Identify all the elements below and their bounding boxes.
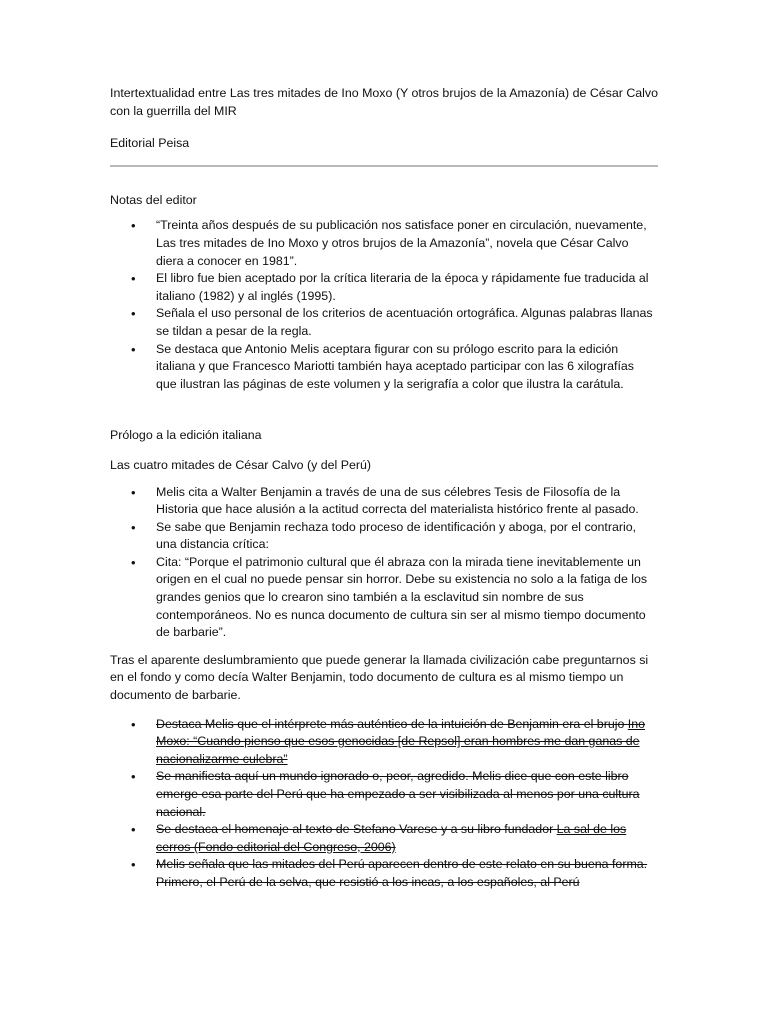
prologue-list [110,484,658,642]
list-item-text: Se destaca el homenaje al texto de Stefano Varese y a su libro fundador [156,822,557,837]
list-item [110,768,658,821]
list-item-text: Destaca Melis que el intérprete más auténtico de la intuición de Benjamin era el brujo [156,716,628,731]
list-item-text: “Treinta años después de su publicación nos satisface poner en circulación, nuevamente, Las tres mitades de Ino Moxo y otros brujos de la Amazonía”, novela que César Calvo diera a conocer en 1981”. [156,218,647,268]
list-item [110,554,658,642]
bullet-icon: • [131,822,136,838]
list-item [110,716,658,769]
body-paragraph: Tras el aparente deslumbramiento que puede generar la llamada civilización cabe preguntarnos si en el fondo y como decía Walter Benjamin, todo documento de cultura es al mismo tiempo un documento de barbarie. [110,652,649,703]
list-item-text: Se sabe que Benjamin rechaza todo proceso de identificación y aboga, por el contrario, una distancia crítica: [156,519,637,552]
bullet-icon: • [131,857,136,873]
document-title: Intertextualidad entre Las tres mitades de Ino Moxo (Y otros brujos de la Amazonía) de César Calvo con la guerrilla del MIR [110,86,659,118]
list-item [110,341,658,394]
list-item-text: Melis cita a Walter Benjamin a través de una de sus célebres Tesis de Filosofía de la Historia que hace alusión a la actitud correcta del materialista histórico frente al pasado. [156,484,639,517]
list-item [110,519,658,554]
bullet-icon: • [131,769,136,785]
bullet-icon: • [131,341,136,357]
notes-heading: Notas del editor [110,192,197,207]
list-item-text: Se destaca que Antonio Melis aceptara figurar con su prólogo escrito para la edición italiana y que Francesco Mariotti también haya aceptado participar con las 6 xilografías que ilustran las páginas de este volumen y la serigrafía a color que ilustra la carátula. [156,341,634,391]
horizontal-divider [110,165,658,167]
list-item [110,821,658,856]
bullet-icon: • [131,716,136,732]
list-item-text: Melis señala que las mitades del Perú aparecen dentro de este relato en su buena forma. Primero, el Perú de la selva, que resistió a los incas, a los españoles, al Perú [156,857,648,889]
underlined-quote: Ino Moxo: “Cuando pienso que esos genocidas [de Repsol] eran hombres me dan ganas de nacionalizarme culebra” [156,716,646,766]
list-item [110,856,658,891]
list-item [110,217,658,270]
list-item-text: Señala el uso personal de los criterios de acentuación ortográfica. Algunas palabras llanas se tildan a pesar de la regla. [156,306,653,338]
underlined-book-title: La sal de los cerros (Fondo editorial del Congreso, 2006) [156,822,627,854]
list-item-text: Se manifiesta aquí un mundo ignorado o, peor, agredido. Melis dice que con este libro emerge esa parte del Perú que ha empezado a ser visibilizada al menos por una cultura nacional. [156,769,640,819]
list-item [110,305,658,340]
bullet-icon: • [131,306,136,322]
bullet-icon: • [131,484,136,500]
bullet-icon: • [131,519,136,535]
list-item-text: Cita: “Porque el patrimonio cultural que él abraza con la mirada tiene inevitablemente un origen en el cual no puede pensar sin horror. Debe su existencia no solo a la fatiga de los grandes genios que lo crearon sino también a la esclavitud sin nombre de sus contemporáneos. No es nunca documento de cultura sin ser al mismo tiempo documento de barbarie”. [156,554,648,640]
bullet-icon: • [131,271,136,287]
struck-list [110,716,658,892]
bullet-icon: • [131,218,136,234]
list-item [110,270,658,305]
list-item [110,484,658,519]
bullet-icon: • [131,554,136,570]
prologue-subheading: Las cuatro mitades de César Calvo (y del Perú) [110,457,372,472]
list-item-text: El libro fue bien aceptado por la crítica literaria de la época y rápidamente fue traducida al italiano (1982) y al inglés (1995). [156,271,649,303]
prologue-heading: Prólogo a la edición italiana [110,428,262,443]
notes-list [110,217,658,393]
publisher-line: Editorial Peisa [110,136,190,151]
